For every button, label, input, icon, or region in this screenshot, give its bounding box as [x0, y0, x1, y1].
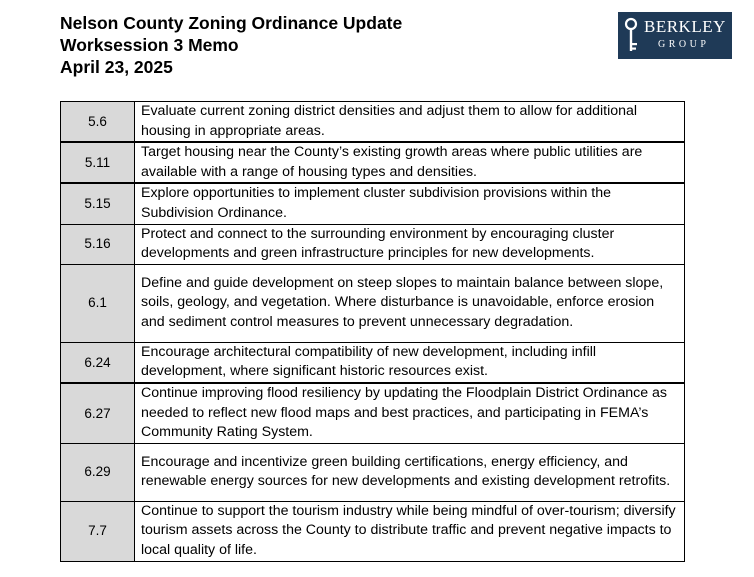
- key-icon: [622, 17, 640, 55]
- policy-number: 5.15: [61, 183, 135, 224]
- table-row: [61, 142, 685, 183]
- logo-text-group: GROUP: [658, 39, 710, 50]
- policy-text: Encourage architectural compatibility of new development, including infill development, where significant historic resources exist.: [135, 342, 685, 383]
- policy-number: 5.11: [61, 142, 135, 183]
- policy-number: 5.16: [61, 224, 135, 264]
- policy-text: Target housing near the County’s existing growth areas where public utilities are available with a range of housing types and densities.: [135, 142, 685, 183]
- table-row: [61, 102, 685, 143]
- memo-date: April 23, 2025: [60, 57, 173, 77]
- policy-number: 6.27: [61, 383, 135, 443]
- policy-text: Protect and connect to the surrounding environment by encouraging cluster developments and green infrastructure principles for new developments.: [135, 224, 685, 264]
- policy-table: [60, 101, 685, 562]
- policy-text: Continue to support the tourism industry while being mindful of over-tourism; diversify tourism assets across the County to distribute traffic and prevent negative impacts to local quality of life.: [135, 501, 685, 561]
- policy-number: 6.24: [61, 342, 135, 383]
- policy-number: 6.1: [61, 264, 135, 342]
- table-row: [61, 383, 685, 443]
- table-row: [61, 342, 685, 383]
- policy-text: Evaluate current zoning district densities and adjust them to allow for additional housing in appropriate areas.: [135, 102, 685, 143]
- table-row: [61, 443, 685, 501]
- policy-number: 5.6: [61, 102, 135, 143]
- berkley-group-logo: [618, 12, 732, 59]
- table-row: [61, 264, 685, 342]
- logo-text-berkley: BERKLEY: [644, 17, 726, 36]
- memo-subtitle: Worksession 3 Memo: [60, 35, 239, 55]
- table-row: [61, 224, 685, 264]
- policy-text: Define and guide development on steep slopes to maintain balance between slope, soils, geology, and vegetation. Where disturbance is unavoidable, enforce erosion and sediment control measures to prevent unnecessary degradation.: [135, 264, 685, 342]
- table-row: [61, 183, 685, 224]
- policy-text: Explore opportunities to implement cluster subdivision provisions within the Subdivision Ordinance.: [135, 183, 685, 224]
- policy-number: 6.29: [61, 443, 135, 501]
- policy-number: 7.7: [61, 501, 135, 561]
- policy-text: Encourage and incentivize green building certifications, energy efficiency, and renewable energy sources for new developments and existing development retrofits.: [135, 443, 685, 501]
- table-row: [61, 501, 685, 561]
- memo-header: [60, 12, 402, 78]
- policy-text: Continue improving flood resiliency by updating the Floodplain District Ordinance as needed to reflect new flood maps and best practices, and participating in FEMA’s Community Rating System.: [135, 383, 685, 443]
- memo-title: Nelson County Zoning Ordinance Update: [60, 13, 403, 33]
